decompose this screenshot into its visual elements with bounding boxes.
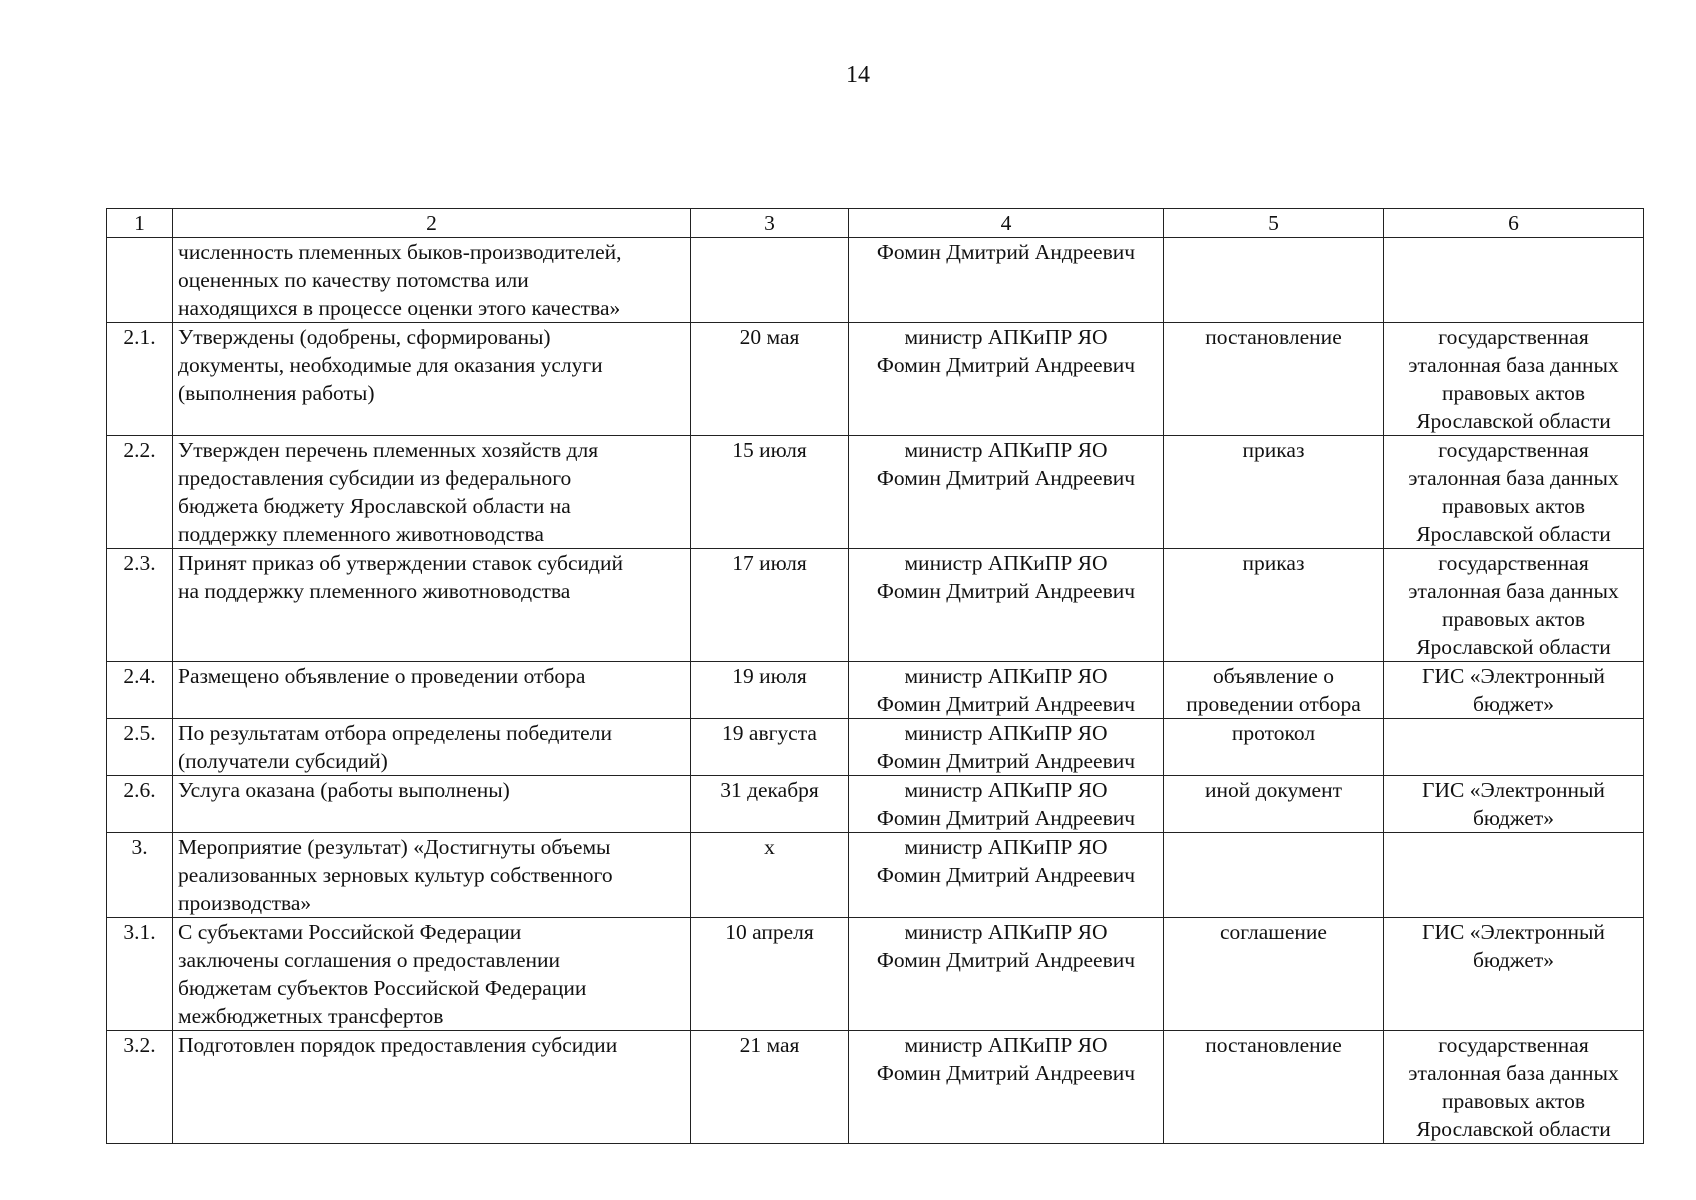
row-description: По результатам отбора определены победители (получатели субсидий) — [173, 719, 691, 776]
row-date: 10 апреля — [691, 918, 849, 1031]
row-document: соглашение — [1164, 918, 1384, 1031]
row-date: 17 июля — [691, 549, 849, 662]
row-responsible: министр АПКиПР ЯО Фомин Дмитрий Андреевич — [849, 662, 1164, 719]
table-row — [107, 719, 1644, 776]
table-row — [107, 776, 1644, 833]
header-cell-1: 1 — [107, 209, 173, 238]
row-responsible: министр АПКиПР ЯО Фомин Дмитрий Андреевич — [849, 323, 1164, 436]
row-date: х — [691, 833, 849, 918]
row-document: иной документ — [1164, 776, 1384, 833]
row-source — [1384, 719, 1644, 776]
table-row — [107, 549, 1644, 662]
row-number: 2.1. — [107, 323, 173, 436]
row-responsible: министр АПКиПР ЯО Фомин Дмитрий Андреевич — [849, 436, 1164, 549]
row-description: Мероприятие (результат) «Достигнуты объемы реализованных зерновых культур собственного производства» — [173, 833, 691, 918]
row-description: Размещено объявление о проведении отбора — [173, 662, 691, 719]
table-row — [107, 436, 1644, 549]
row-responsible: Фомин Дмитрий Андреевич — [849, 238, 1164, 323]
table-row — [107, 833, 1644, 918]
row-document: протокол — [1164, 719, 1384, 776]
row-source: государственная эталонная база данных правовых актов Ярославской области — [1384, 436, 1644, 549]
row-source — [1384, 238, 1644, 323]
row-number: 2.5. — [107, 719, 173, 776]
row-description: Услуга оказана (работы выполнены) — [173, 776, 691, 833]
row-responsible: министр АПКиПР ЯО Фомин Дмитрий Андреевич — [849, 1031, 1164, 1144]
row-number: 2.6. — [107, 776, 173, 833]
row-source: ГИС «Электронный бюджет» — [1384, 776, 1644, 833]
row-date: 19 августа — [691, 719, 849, 776]
row-responsible: министр АПКиПР ЯО Фомин Дмитрий Андреевич — [849, 918, 1164, 1031]
header-cell-2: 2 — [173, 209, 691, 238]
table-row — [107, 238, 1644, 323]
row-source: ГИС «Электронный бюджет» — [1384, 918, 1644, 1031]
table-row — [107, 662, 1644, 719]
row-source: государственная эталонная база данных правовых актов Ярославской области — [1384, 549, 1644, 662]
row-number: 3. — [107, 833, 173, 918]
row-description: Утверждены (одобрены, сформированы) документы, необходимые для оказания услуги (выполнения работы) — [173, 323, 691, 436]
row-responsible: министр АПКиПР ЯО Фомин Дмитрий Андреевич — [849, 719, 1164, 776]
row-document — [1164, 833, 1384, 918]
header-cell-5: 5 — [1164, 209, 1384, 238]
row-document — [1164, 238, 1384, 323]
row-document: объявление о проведении отбора — [1164, 662, 1384, 719]
events-table — [106, 208, 1644, 1144]
row-date: 31 декабря — [691, 776, 849, 833]
row-description: Утвержден перечень племенных хозяйств для предоставления субсидии из федерального бюджета бюджету Ярославской области на поддержку племенного животноводства — [173, 436, 691, 549]
row-document: постановление — [1164, 1031, 1384, 1144]
row-source: государственная эталонная база данных правовых актов Ярославской области — [1384, 1031, 1644, 1144]
table-row — [107, 1031, 1644, 1144]
row-document: постановление — [1164, 323, 1384, 436]
row-document: приказ — [1164, 549, 1384, 662]
table-row — [107, 323, 1644, 436]
row-number — [107, 238, 173, 323]
row-description: Подготовлен порядок предоставления субсидии — [173, 1031, 691, 1144]
row-number: 2.2. — [107, 436, 173, 549]
row-document: приказ — [1164, 436, 1384, 549]
row-number: 2.3. — [107, 549, 173, 662]
table-header-row — [107, 209, 1644, 238]
header-cell-4: 4 — [849, 209, 1164, 238]
row-responsible: министр АПКиПР ЯО Фомин Дмитрий Андреевич — [849, 549, 1164, 662]
table-body — [107, 209, 1644, 1144]
row-source: ГИС «Электронный бюджет» — [1384, 662, 1644, 719]
row-date: 19 июля — [691, 662, 849, 719]
row-date: 21 мая — [691, 1031, 849, 1144]
row-date — [691, 238, 849, 323]
row-description: численность племенных быков-производителей, оцененных по качеству потомства или находящихся в процессе оценки этого качества» — [173, 238, 691, 323]
row-date: 15 июля — [691, 436, 849, 549]
row-responsible: министр АПКиПР ЯО Фомин Дмитрий Андреевич — [849, 776, 1164, 833]
row-number: 3.1. — [107, 918, 173, 1031]
row-number: 3.2. — [107, 1031, 173, 1144]
page-number: 14 — [846, 62, 870, 88]
table-row — [107, 918, 1644, 1031]
row-source — [1384, 833, 1644, 918]
row-source: государственная эталонная база данных правовых актов Ярославской области — [1384, 323, 1644, 436]
row-description: Принят приказ об утверждении ставок субсидий на поддержку племенного животноводства — [173, 549, 691, 662]
row-description: С субъектами Российской Федерации заключены соглашения о предоставлении бюджетам субъектов Российской Федерации межбюджетных трансфертов — [173, 918, 691, 1031]
row-responsible: министр АПКиПР ЯО Фомин Дмитрий Андреевич — [849, 833, 1164, 918]
header-cell-3: 3 — [691, 209, 849, 238]
row-number: 2.4. — [107, 662, 173, 719]
header-cell-6: 6 — [1384, 209, 1644, 238]
row-date: 20 мая — [691, 323, 849, 436]
